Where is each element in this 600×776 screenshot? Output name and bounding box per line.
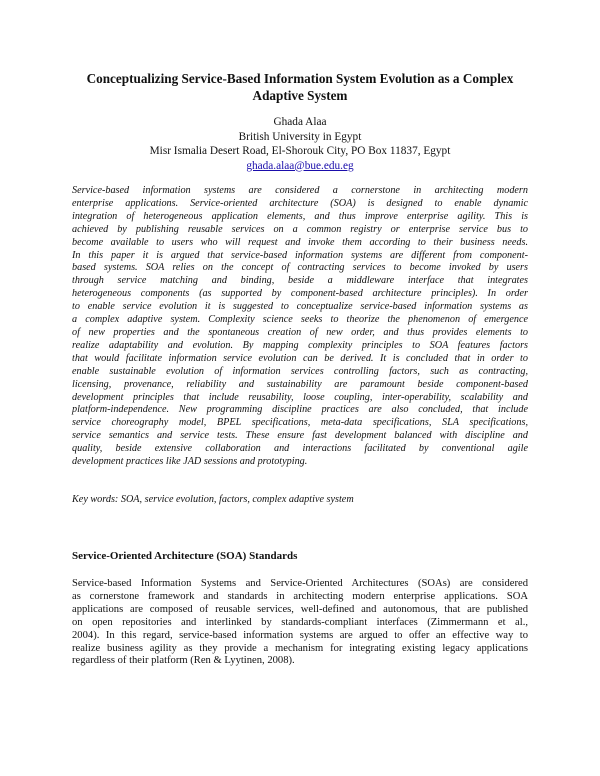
keywords: Key words: SOA, service evolution, factors, complex adaptive system bbox=[72, 494, 354, 505]
abstract-line: to enable service evolution it is suggested to conceptualize service-based information systems as bbox=[72, 301, 528, 313]
body-line: as cornerstone framework and standards in architecting modern enterprise applications. SOA bbox=[72, 590, 528, 602]
abstract-line: In this paper it is argued that service-based information systems are different from component- bbox=[72, 249, 528, 261]
paper-title bbox=[60, 70, 540, 104]
abstract-line: service choreography model, BPEL specifications, meta-data specifications, SLA specifications, bbox=[72, 417, 528, 429]
abstract-line: quality, beside extensive collaboration and interactions facilitated by conventional agile bbox=[72, 443, 528, 455]
abstract-line: enable sustainable evolution of information services controlling factors, such as contracting, bbox=[72, 365, 528, 377]
abstract-line: based systems. SOA relies on the concept of contracting services to become invoked by users bbox=[72, 262, 528, 274]
body-line: applications are composed of reusable services, well-defined and autonomous, that are published bbox=[72, 603, 528, 615]
author-block bbox=[60, 115, 540, 173]
abstract-line: integration of heterogeneous application elements, and thus improve enterprise agility. This is bbox=[72, 210, 528, 222]
author-email-link[interactable]: ghada.alaa@bue.edu.eg bbox=[246, 159, 354, 172]
abstract-line: through service matching and binding, beside a middleware interface that integrates bbox=[72, 275, 528, 287]
abstract-line: heterogeneous components (as supported by component-based architecture principles). In order bbox=[72, 288, 528, 300]
abstract-line: achieved by publishing reusable services on a common registry or enterprise service bus to bbox=[72, 223, 528, 235]
abstract-line: enterprise applications. Service-oriented architecture (SOA) is designed to enable dynamic bbox=[72, 197, 528, 209]
body-line: on open repositories and interlinked by standards-compliant interfaces (Zimmermann et al., bbox=[72, 616, 528, 628]
abstract-line: Service-based information systems are considered a cornerstone in architecting modern bbox=[72, 185, 528, 196]
abstract-line: service semantics and service tests. These ensure fast development balanced with discipline and bbox=[72, 430, 528, 442]
abstract-line: development principles that include reusability, loose coupling, inter-operability, scalability and bbox=[72, 391, 528, 403]
abstract-line: a complex adaptive system. Complexity science seeks to theorize the phenomenon of emergence bbox=[72, 314, 528, 326]
abstract bbox=[72, 185, 528, 469]
abstract-line: development practices like JAD sessions and prototyping. bbox=[72, 456, 308, 468]
abstract-line: platform-independence. New programming discipline practices are also concluded, that include bbox=[72, 404, 528, 416]
body-line: 2004). In this regard, service-based information systems are argued to offer an effective way to bbox=[72, 629, 528, 641]
title-line: Adaptive System bbox=[252, 88, 348, 103]
author-affiliation: British University in Egypt bbox=[238, 130, 362, 143]
abstract-line: become available to users who will request and invoke them according to their business needs. bbox=[72, 236, 528, 248]
title-line: Conceptualizing Service-Based Information System Evolution as a Complex bbox=[86, 71, 514, 86]
section-heading: Service-Oriented Architecture (SOA) Standards bbox=[72, 550, 298, 562]
abstract-line: that would facilitate information service evolution can be derived. It is concluded that in order to bbox=[72, 352, 528, 364]
abstract-line: licensing, provenance, reliability and sustainability are paramount beside component-based bbox=[72, 378, 528, 390]
author-address: Misr Ismalia Desert Road, El-Shorouk City, PO Box 11837, Egypt bbox=[149, 145, 451, 157]
body-line: regardless of their platform (Ren & Lyytinen, 2008). bbox=[72, 655, 295, 667]
body-line: realize business agility as they provide a mechanism for integrating existing legacy applications bbox=[72, 642, 528, 654]
abstract-line: realize adaptability and evolution. By mapping complexity principles to SOA features factors bbox=[72, 339, 528, 351]
author-name: Ghada Alaa bbox=[273, 116, 327, 128]
abstract-line: of new properties and the spontaneous creation of new order, and thus provides elements to bbox=[72, 326, 528, 338]
body-line: Service-based Information Systems and Service-Oriented Architectures (SOAs) are considered bbox=[72, 578, 528, 589]
section-body bbox=[72, 578, 528, 668]
